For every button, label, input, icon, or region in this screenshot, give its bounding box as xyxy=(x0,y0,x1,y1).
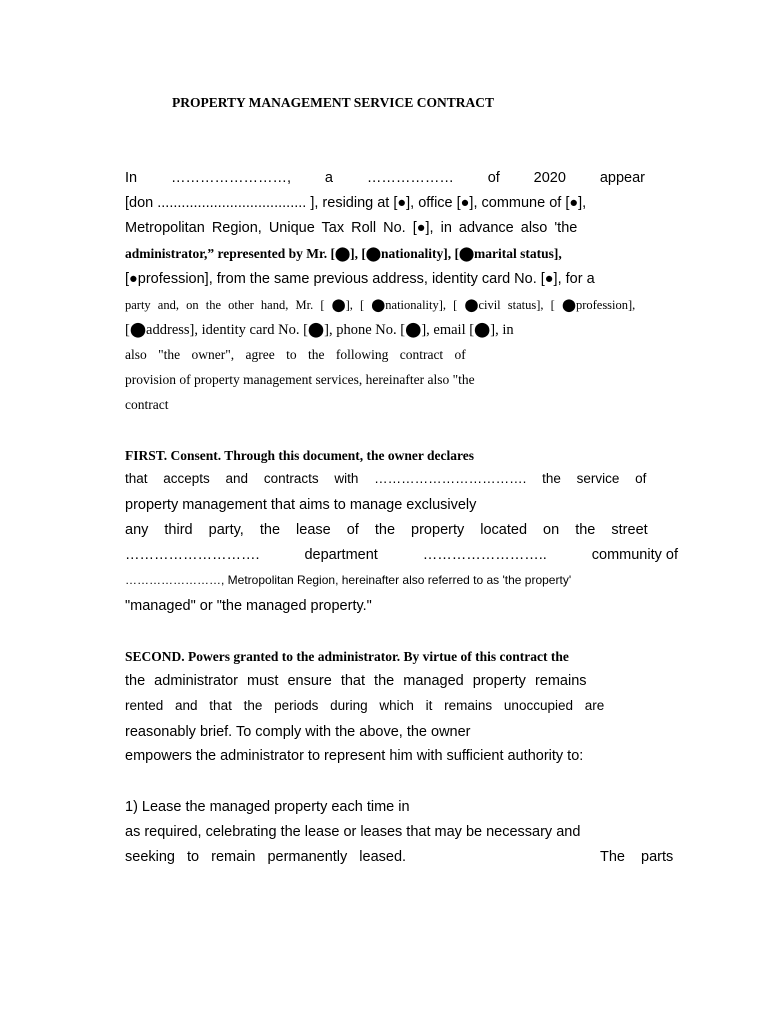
second-line-4: reasonably brief. To comply with the above, the owner xyxy=(125,724,471,740)
second-line-3: rented and that the periods during which it remains unoccupied are xyxy=(125,698,605,713)
intro-line-1: In ……………………, a ……………… of 2020 appear xyxy=(125,170,645,186)
document-title: PROPERTY MANAGEMENT SERVICE CONTRACT xyxy=(172,95,494,110)
first-clause-heading: FIRST. Consent. Through this document, the owner declares xyxy=(125,448,475,463)
intro-line-9: provision of property management services, hereinafter also "the xyxy=(125,372,475,387)
second-line-2: the administrator must ensure that the managed property remains xyxy=(125,673,587,689)
intro-line-5: [●profession], from the same previous address, identity card No. [●], for a xyxy=(125,271,595,287)
intro-line-6: party and, on the other hand, Mr. [ ⬤], [ ⬤nationality], [ ⬤civil status], [ ⬤profession], xyxy=(125,298,636,312)
item-1-line-2: as required, celebrating the lease or leases that may be necessary and xyxy=(125,824,581,840)
second-line-5: empowers the administrator to represent him with sufficient authority to: xyxy=(125,748,584,764)
first-line-5: ………………………. department …………………….. community of xyxy=(125,547,678,563)
intro-line-4: administrator,” represented by Mr. [⬤], [⬤nationality], [⬤marital status], xyxy=(125,246,562,261)
intro-line-3: Metropolitan Region, Unique Tax Roll No. [●], in advance also 'the xyxy=(125,220,578,236)
first-line-6: ……………………, Metropolitan Region, hereinafter also referred to as 'the property' xyxy=(125,573,572,587)
intro-line-2: [don ..................................... ], residing at [●], office [●], commune of [●], xyxy=(125,195,587,211)
intro-line-8: also "the owner", agree to the following contract of xyxy=(125,347,466,362)
item-1-line-3: seeking to remain permanently leased. xyxy=(125,849,407,865)
first-line-3: property management that aims to manage exclusively xyxy=(125,497,477,513)
item-1-line-1: 1) Lease the managed property each time in xyxy=(125,799,410,815)
first-line-2: that accepts and contracts with ……………………………. the service of xyxy=(125,471,647,486)
first-line-4: any third party, the lease of the property located on the street xyxy=(125,522,648,538)
intro-line-10: contract xyxy=(125,397,169,412)
first-line-7: "managed" or "the managed property." xyxy=(125,598,372,614)
second-clause-heading: SECOND. Powers granted to the administrator. By virtue of this contract the xyxy=(125,649,569,664)
intro-line-7: [⬤address], identity card No. [⬤], phone No. [⬤], email [⬤], in xyxy=(125,322,514,338)
item-1-line-3-end: The parts xyxy=(600,849,674,865)
